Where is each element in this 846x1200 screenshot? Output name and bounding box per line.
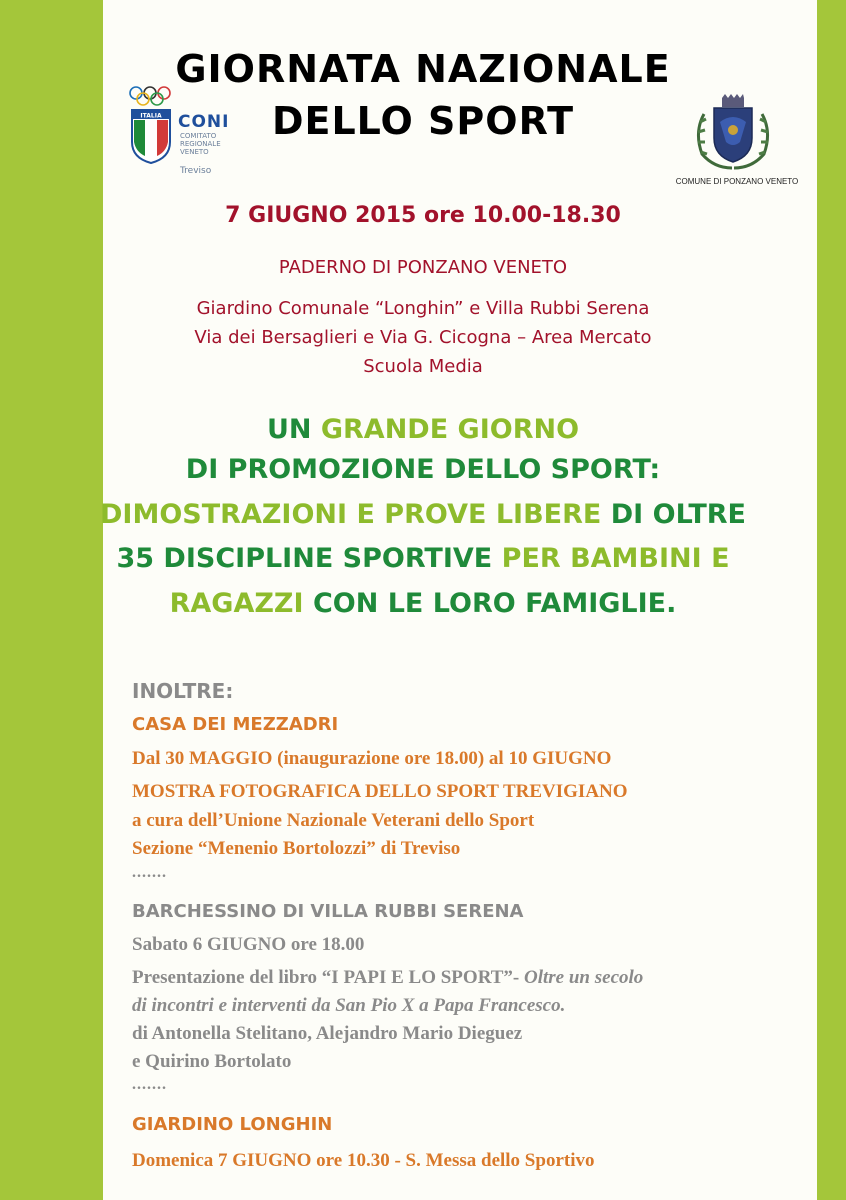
venue-line2: Via dei Bersaglieri e Via G. Cicogna – Area Mercato (194, 327, 652, 348)
coni-sub-line2: REGIONALE (180, 140, 221, 148)
poster-title-line2: DELLO SPORT (271, 99, 575, 143)
poster-title-line1: GIORNATA NAZIONALE (175, 47, 671, 91)
barchessino-line2 (132, 967, 643, 989)
casa-mezzadri-title: CASA DEI MEZZADRI (132, 714, 339, 735)
barchessino-line2-b: Oltre un secolo (524, 967, 644, 988)
barchessino-line2-a: Presentazione del libro “I PAPI E LO SPORT”- (132, 967, 524, 988)
coni-logo (128, 84, 248, 184)
promo-line3-b: DI OLTRE (601, 499, 746, 530)
barchessino-line4: di Antonella Stelitano, Alejandro Mario Dieguez (132, 1023, 523, 1044)
coni-sub-line3: VENETO (180, 148, 209, 156)
promo-line5-a: RAGAZZI (169, 588, 304, 619)
promo-line1 (0, 416, 846, 443)
promo-line4-a: 35 DISCIPLINE SPORTIVE (116, 543, 493, 574)
inoltre-heading: INOLTRE: (132, 679, 234, 703)
giardino-longhin-title: GIARDINO LONGHIN (132, 1114, 333, 1135)
italia-shield-text: ITALIA (140, 112, 162, 120)
barchessino-line1: Sabato 6 GIUGNO ore 18.00 (132, 934, 365, 955)
event-date-time: 7 GIUGNO 2015 ore 10.00-18.30 (225, 203, 621, 228)
promo-line3 (0, 501, 846, 528)
promo-line3-a: DIMOSTRAZIONI E PROVE LIBERE (100, 499, 602, 530)
separator-dots-1: ....... (132, 864, 167, 881)
italia-shield-icon (130, 108, 172, 164)
promo-line2 (0, 456, 846, 483)
promo-line4 (0, 545, 846, 572)
barchessino-title: BARCHESSINO DI VILLA RUBBI SERENA (132, 901, 524, 922)
separator-dots-2: ....... (132, 1076, 167, 1093)
coni-sub-line1: COMITATO (180, 132, 217, 140)
barchessino-line3 (132, 995, 565, 1017)
promo-line1-a: UN (266, 414, 321, 445)
coni-name: CONI (178, 112, 230, 132)
promo-line1-b: GRANDE GIORNO (320, 414, 580, 445)
event-venue (0, 294, 846, 381)
coni-city: Treviso (180, 166, 212, 176)
barchessino-line3-text: di incontri e interventi da San Pio X a Papa Francesco. (132, 995, 566, 1016)
olympic-rings-icon (128, 84, 178, 108)
venue-line3: Scuola Media (363, 356, 483, 377)
barchessino-line5: e Quirino Bortolato (132, 1051, 292, 1072)
promo-line5-b: CON LE LORO FAMIGLIE. (303, 588, 677, 619)
event-place: PADERNO DI PONZANO VENETO (278, 257, 568, 278)
promo-line2-text: DI PROMOZIONE DELLO SPORT: (185, 454, 661, 485)
coni-subtitle (180, 132, 221, 156)
promo-line5 (0, 590, 846, 617)
casa-mezzadri-line4: Sezione “Menenio Bortolozzi” di Treviso (132, 838, 461, 859)
comune-caption: COMUNE DI PONZANO VENETO (675, 177, 799, 186)
casa-mezzadri-line3: a cura dell’Unione Nazionale Veterani dello Sport (132, 810, 535, 831)
giardino-longhin-line1: Domenica 7 GIUGNO ore 10.30 - S. Messa dello Sportivo (132, 1150, 595, 1171)
casa-mezzadri-line1: Dal 30 MAGGIO (inaugurazione ore 18.00) al 10 GIUGNO (132, 748, 612, 769)
comune-crest-icon (690, 92, 776, 172)
venue-line1: Giardino Comunale “Longhin” e Villa Rubbi Serena (196, 298, 650, 319)
promo-line4-b: PER BAMBINI E (492, 543, 730, 574)
casa-mezzadri-line2: MOSTRA FOTOGRAFICA DELLO SPORT TREVIGIANO (132, 781, 628, 802)
